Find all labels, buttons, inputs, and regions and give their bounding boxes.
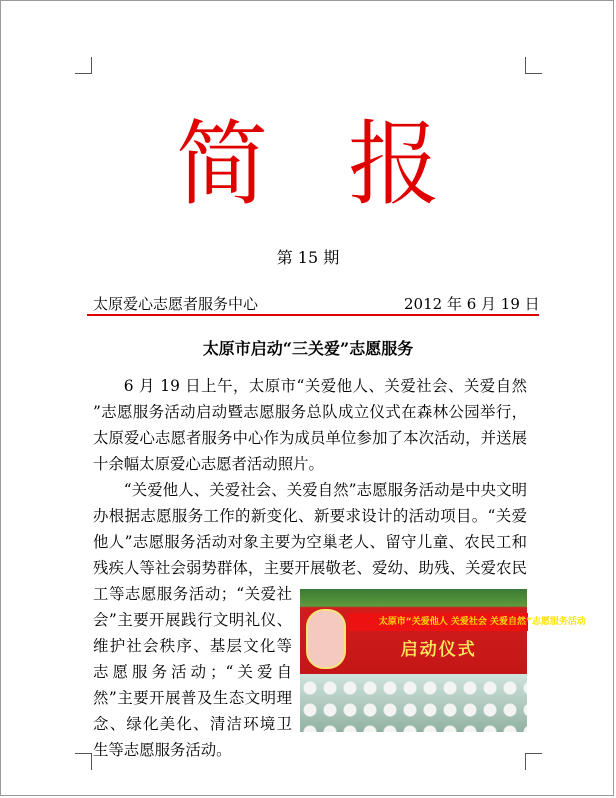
article-headline: 太原市启动“三关爱”志愿服务 <box>202 339 414 358</box>
paragraph: 6 月 19 日上午，太原市“关爱他人、关爱社会、关爱自然 ”志愿服务活动启动暨志愿服务总队成立仪式在森林公园举行，太原爱心志愿者服务中心作为成员单位参加了本次活动，并送展十余幅太原爱心志愿者活动照片。 <box>93 377 527 473</box>
publish-date: 2012 年 6 月 19 日 <box>404 295 540 313</box>
photo-emblem <box>306 609 346 669</box>
photo-crowd <box>300 674 527 732</box>
organization-name: 太原爱心志愿者服务中心 <box>93 295 259 313</box>
article-body <box>93 373 586 763</box>
crop-mark-top-left <box>75 57 92 74</box>
paragraph: “关爱他人、关爱社会、关爱自然”志愿服务活动是中央文明办根据志愿服务工作的新变化、新要求设计的活动项目。“关爱他人”志愿服务活动对象主要为空巢老人、留守儿童、农民工和残疾人等社会弱势群体，主要开展敬老、爱幼、助残、关爱 太原市“关爱他人 关爱社会 关爱自然”志愿服务活动 启动仪式 农民工等志愿服务活动；“关爱社会”主要开展践行文明礼仪、维护社会秩序、基层文化等志愿服务活动；“关爱自然”主要开展普及生态文明理念、绿化美化、清洁环境卫生等志愿服务活动。 <box>93 481 586 759</box>
event-photo <box>300 589 586 732</box>
crop-mark-bottom-left <box>75 753 92 770</box>
crop-mark-top-right <box>525 57 542 74</box>
red-divider <box>87 314 539 316</box>
photo-banner-main: 启动仪式 <box>400 640 477 660</box>
issue-number: 第 15 期 <box>276 248 340 267</box>
masthead-title: 简报 <box>175 111 520 218</box>
photo-banner-top: 太原市“关爱他人 关爱社会 关爱自然”志愿服务活动 <box>348 613 528 631</box>
crop-mark-bottom-right <box>525 753 542 770</box>
